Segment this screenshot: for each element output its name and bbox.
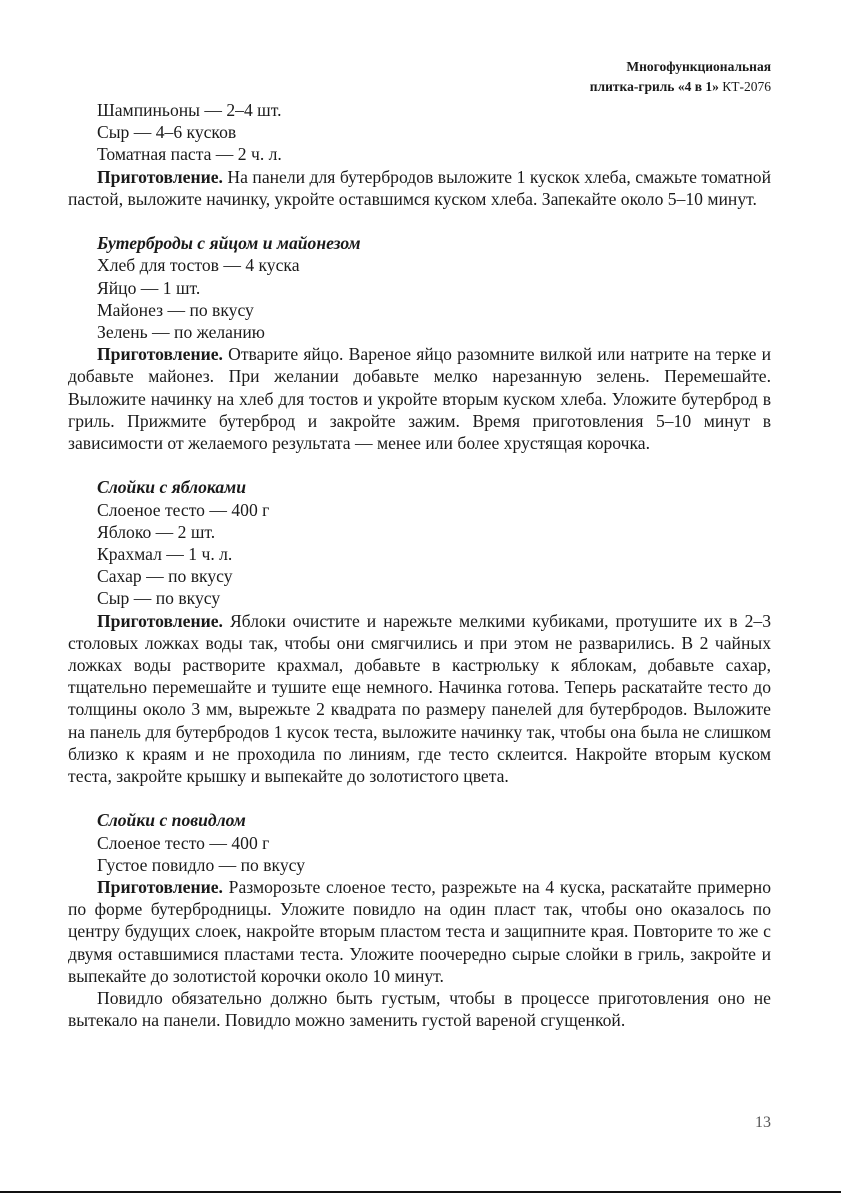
- ingredient-item: Яблоко — 2 шт.: [97, 521, 216, 542]
- ingredient-item: Густое повидло — по вкусу: [97, 854, 306, 875]
- running-header: [590, 57, 771, 97]
- preparation-text: Яблоки очистите и нарежьте мелкими кубиками, протушите их в 2–3 столовых ложках воды так, чтобы они смягчились и при этом не разварились. В 2 чайных ложках воды растворите крахмал, добавьте в кастрюльку к яблокам, добавьте сахар, тщательно перемешайте и тушите еще немного. Начинка готова. Теперь раскатайте тесто до толщины около 3 мм, вырежьте 2 квадрата по размеру панелей для бутербродов. Выложите на панель для бутербродов 1 кусок теста, выложите начинку так, чтобы она была не слишком близко к краям и не проходила по линиям, где тесто склеится. Накройте вторым куском теста, закройте крышку и выпекайте до золотистого цвета.: [68, 610, 771, 787]
- ingredient-item: Слоеное тесто — 400 г: [97, 499, 270, 520]
- header-model-line: [590, 77, 771, 97]
- preparation-text: На панели для бутербродов выложите 1 кускок хлеба, смажьте томатной пастой, выложите начинку, укройте оставшимся куском хлеба. Запекайте около 5–10 минут.: [68, 166, 771, 209]
- ingredient-item: Хлеб для тостов — 4 куска: [97, 255, 300, 276]
- ingredient-item: Яйцо — 1 шт.: [97, 277, 201, 298]
- ingredient-list: [68, 99, 771, 166]
- ingredient-item: Майонез — по вкусу: [97, 299, 254, 320]
- recipe-section: [68, 809, 771, 1031]
- preparation-label: Приготовление.: [97, 166, 223, 187]
- recipe-title: Бутерброды с яйцом и майонезом: [97, 233, 361, 254]
- ingredient-item: Томатная паста — 2 ч. л.: [97, 144, 282, 165]
- page-number: 13: [755, 1114, 771, 1131]
- ingredient-item: Шампиньоны — 2–4 шт.: [97, 100, 282, 120]
- ingredient-item: Зелень — по желанию: [97, 322, 265, 343]
- preparation-label: Приготовление.: [97, 344, 223, 365]
- preparation-paragraph: [68, 166, 771, 210]
- recipe-title: Слойки с яблоками: [97, 477, 246, 498]
- recipe-section: [68, 476, 771, 787]
- note-paragraph: Повидло обязательно должно быть густым, чтобы в процессе приготовления оно не вытекало на панели. Повидло можно заменить густой вареной сгущенкой.: [68, 988, 771, 1031]
- preparation-paragraph: [68, 876, 771, 987]
- ingredient-item: Крахмал — 1 ч. л.: [97, 544, 233, 565]
- header-product-name: плитка-гриль «4 в 1»: [589, 79, 719, 94]
- preparation-label: Приготовление.: [97, 610, 223, 631]
- recipe-section: [68, 232, 771, 454]
- header-model-code: КТ-2076: [718, 79, 771, 94]
- ingredient-item: Сахар — по вкусу: [97, 566, 233, 587]
- preparation-label: Приготовление.: [97, 877, 223, 898]
- header-product-line: Многофункциональная: [626, 59, 771, 74]
- preparation-paragraph: [68, 610, 771, 788]
- recipe-title: Слойки с повидлом: [97, 810, 246, 831]
- preparation-text: Отварите яйцо. Вареное яйцо разомните вилкой или натрите на терке и добавьте майонез. При желании добавьте мелко нарезанную зелень. Перемешайте. Выложите начинку на хлеб для тостов и укройте вторым куском хлеба. Уложите бутерброд в гриль. Прижмите бутерброд и закройте зажим. Время приготовления 5–10 минут в зависимости от желаемого результата — менее или более хрустящая корочка.: [68, 344, 771, 454]
- ingredient-item: Сыр — по вкусу: [97, 588, 221, 609]
- preparation-paragraph: [68, 343, 771, 454]
- preparation-text: Разморозьте слоеное тесто, разрежьте на 4 куска, раскатайте примерно по форме бутербродницы. Уложите повидло на один пласт так, чтобы оно оказалось по центру будущих слоек, накройте вторым пластом теста и защипните края. Повторите то же с двумя оставшимися пластами теста. Уложите поочередно сырые слойки в гриль, закройте и выпекайте до золотистой корочки около 10 минут.: [68, 877, 771, 986]
- ingredient-item: Сыр — 4–6 кусков: [97, 122, 237, 143]
- ingredient-item: Слоеное тесто — 400 г: [97, 832, 270, 853]
- page-content: [68, 99, 771, 1031]
